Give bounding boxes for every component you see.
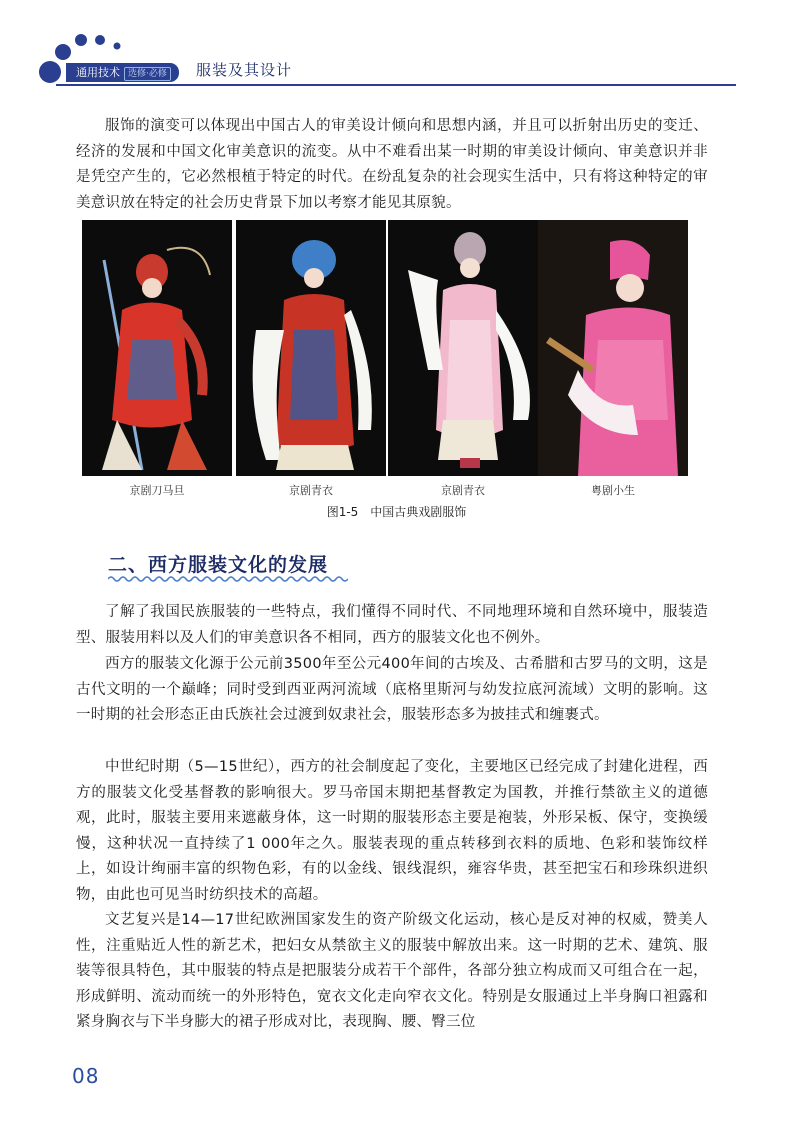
- series-title: 通用技术: [76, 66, 120, 79]
- page-number: 08: [72, 1064, 100, 1088]
- paragraph-renaissance: 文艺复兴是14—17世纪欧洲国家发生的资产阶级文化运动，核心是反对神的权威，赞美人性，注重贴近人性的新艺术，把妇女从禁欲主义的服装中解放出来。这一时期的艺术、建筑、服装等很具特色，其中服装的特点是把服装分成若干个部件，各部分独立构成而又可组合在一起，形成鲜明、流动而统一的外形特色，宽衣文化走向窄衣文化。特别是女服通过上半身胸口袒露和紧身胸衣与下半身膨大的裙子形成对比，表现胸、腰、臀三位: [76, 912, 708, 1030]
- paragraph-west-intro: 了解了我国民族服装的一些特点，我们懂得不同时代、不同地理环境和自然环境中，服装造型、服装用料以及人们的审美意识各不相同，西方的服装文化也不例外。: [76, 604, 708, 646]
- photo-qingyi-2: [388, 220, 538, 476]
- photo-qingyi-1: [236, 220, 386, 476]
- section-underline-decoration: [108, 575, 348, 583]
- figure-caption: 图1-5 中国古典戏剧服饰: [326, 505, 467, 519]
- paragraph-intro: 服饰的演变可以体现出中国古人的审美设计倾向和思想内涵，并且可以折射出历史的变迁、经济的发展和中国文化审美意识的流变。从中不难看出某一时期的审美设计倾向、审美意识并非是凭空产生的，它必然根植于特定的时代。在纷乱复杂的社会现实生活中，只有将这种特定的审美意识放在特定的社会历史背景下加以考察才能见其原貌。: [76, 118, 708, 211]
- photo-caption-2: 京剧青衣: [289, 484, 333, 497]
- photo-caption-3: 京剧青衣: [441, 484, 485, 497]
- paragraph-medieval: 中世纪时期（5—15世纪），西方的社会制度起了变化，主要地区已经完成了封建化进程，西方的服装文化受基督教的影响很大。罗马帝国末期把基督教定为国教，并推行禁欲主义的道德观，此时，服装主要用来遮蔽身体，这一时期的服装形态主要是袍装，外形呆板、保守，变换缓慢，这种状况一直持续了1 000年之久。服装表现的重点转移到衣料的质地、色彩和装饰纹样上，如设计绚丽丰富的织物色彩，有的以金线、银线混织，雍容华贵，甚至把宝石和珍珠织进织物，由此也可见当时纺织技术的高超。: [76, 759, 708, 903]
- series-label: [66, 63, 179, 82]
- paragraph-ancient: 西方的服装文化源于公元前3500年至公元400年间的古埃及、古希腊和古罗马的文明，这是古代文明的一个巅峰；同时受到西亚两河流域（底格里斯河与幼发拉底河流域）文明的影响。这一时期的社会形态正由氏族社会过渡到奴隶社会，服装形态多为披挂式和缠裹式。: [76, 656, 708, 723]
- photo-xiaosheng: [538, 220, 688, 476]
- running-header: [56, 60, 736, 86]
- photo-caption-1: 京剧刀马旦: [129, 484, 185, 497]
- chapter-title: 服装及其设计: [196, 61, 293, 79]
- photo-daomadan: [82, 220, 232, 476]
- photo-caption-4: 粤剧小生: [591, 484, 635, 497]
- series-subtitle: 选修·必修: [124, 67, 171, 81]
- section-heading: 二、西方服装文化的发展: [108, 554, 329, 576]
